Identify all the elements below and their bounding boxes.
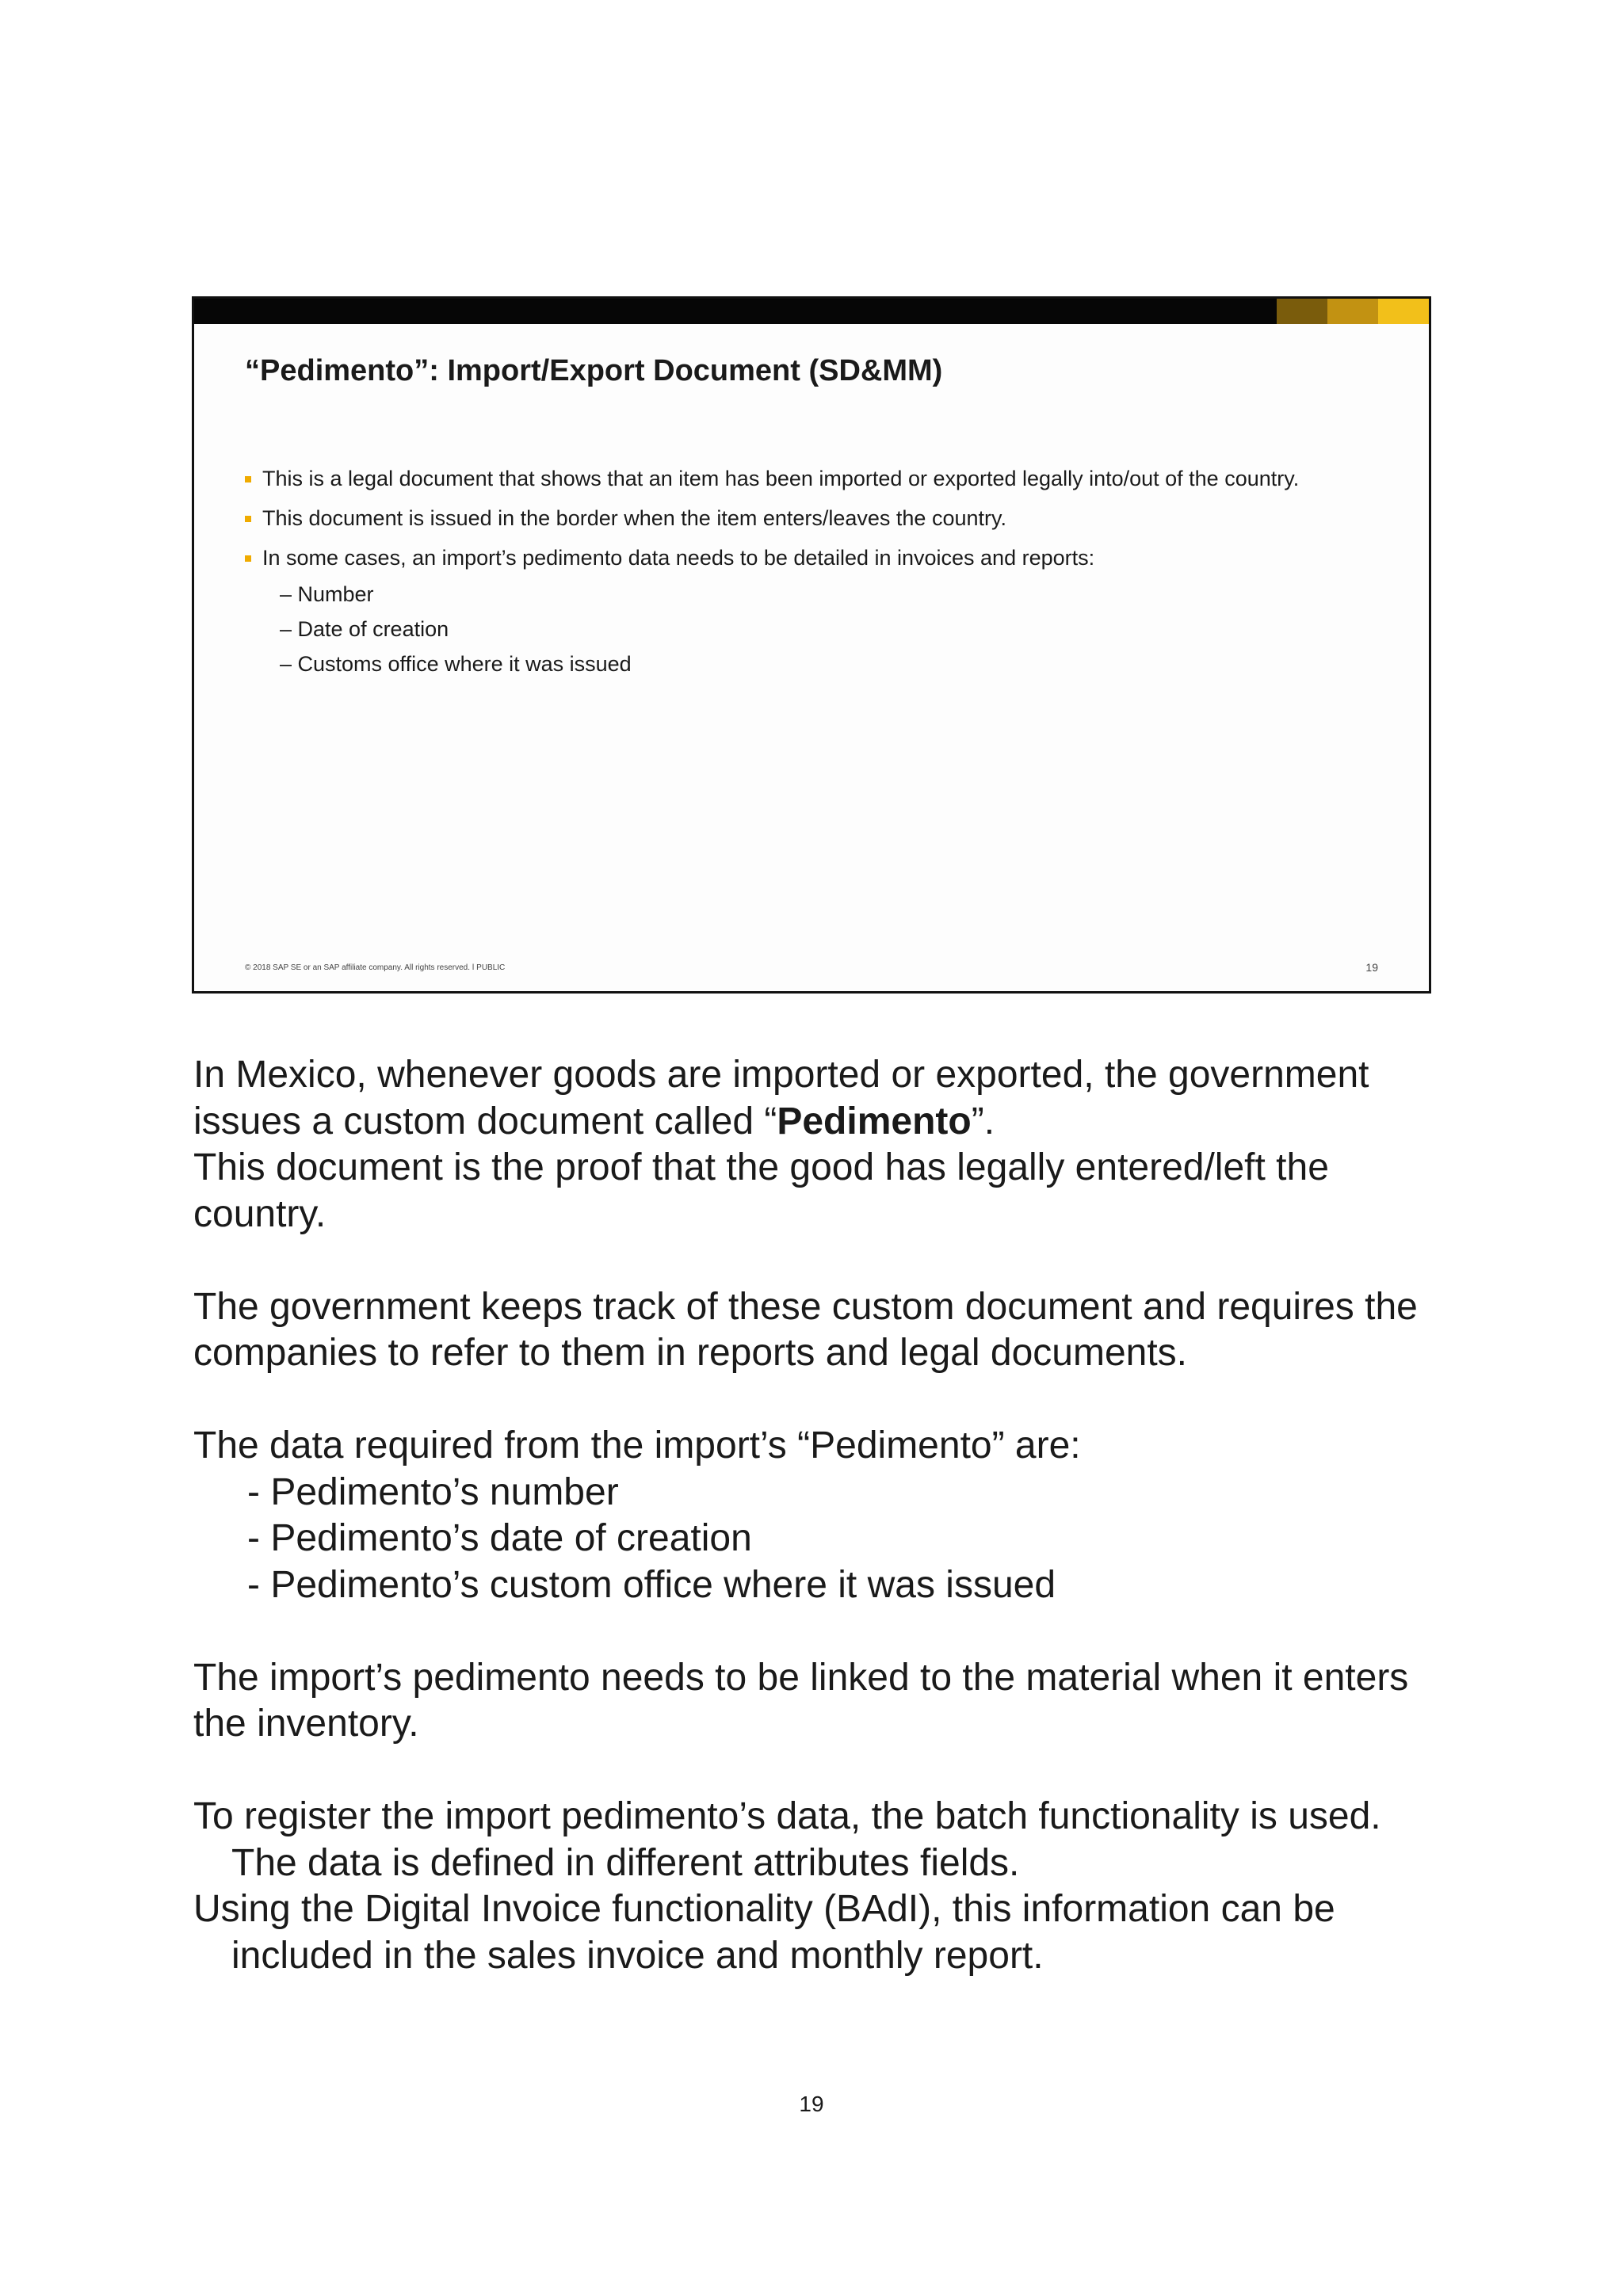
accent-square-mid xyxy=(1327,299,1378,324)
slide-subitem: – Date of creation xyxy=(280,617,449,641)
list-item: - Pedimento’s custom office where it was issued xyxy=(247,1563,1056,1606)
slide-bullet: This is a legal document that shows that an item has been imported or exported legally into/out of the country. xyxy=(245,465,1354,492)
paragraph-intro: In Mexico, whenever goods are imported or exported, the government issues a custom document called “Pedimento”. xyxy=(193,1054,1369,1142)
pedimento-bold: Pedimento xyxy=(777,1100,972,1142)
accent-square-light xyxy=(1378,299,1429,324)
slide-subitem: – Number xyxy=(280,582,374,606)
paragraph-batch: To register the import pedimento’s data, the batch functionality is used. The data is defined in different attributes fields. xyxy=(193,1795,1381,1884)
list-item: - Pedimento’s number xyxy=(247,1470,619,1513)
slide-thumbnail xyxy=(192,296,1431,994)
slide-copyright: © 2018 SAP SE or an SAP affiliate company. All rights reserved. ǀ PUBLIC xyxy=(245,963,506,972)
slide-sublist xyxy=(262,581,1354,677)
slide-bullet-list xyxy=(245,465,1354,690)
slide-page-number: 19 xyxy=(1365,961,1378,974)
bullet-square-icon xyxy=(245,516,251,522)
paragraph-digital-invoice: Using the Digital Invoice functionality (BAdI), this information can be included in the sales invoice and monthly report. xyxy=(193,1888,1335,1977)
paragraph-proof: This document is the proof that the good has legally entered/left the country. xyxy=(193,1146,1329,1235)
slide-bullet: This document is issued in the border when the item enters/leaves the country. xyxy=(245,505,1354,532)
notes-body xyxy=(193,1052,1445,1979)
slide-title: “Pedimento”: Import/Export Document (SD&MM) xyxy=(245,354,943,387)
accent-square-dark xyxy=(1277,299,1327,324)
paragraph-link-material: The import’s pedimento needs to be linked to the material when it enters the inventory. xyxy=(193,1656,1409,1745)
slide-header-bar xyxy=(194,299,1429,324)
bullet-square-icon xyxy=(245,555,251,562)
list-item: - Pedimento’s date of creation xyxy=(247,1517,752,1559)
slide-bullet: In some cases, an import’s pedimento data needs to be detailed in invoices and reports: – Number – Date of creation – Customs office where it was issued xyxy=(245,544,1354,677)
paragraph-required-data: The data required from the import’s “Pedimento” are: xyxy=(193,1425,1081,1466)
paragraph-tracking: The government keeps track of these custom document and requires the companies to refer to them in reports and legal documents. xyxy=(193,1285,1418,1374)
page-number: 19 xyxy=(799,2092,824,2116)
slide-subitem: – Customs office where it was issued xyxy=(280,652,632,676)
bullet-square-icon xyxy=(245,476,251,482)
